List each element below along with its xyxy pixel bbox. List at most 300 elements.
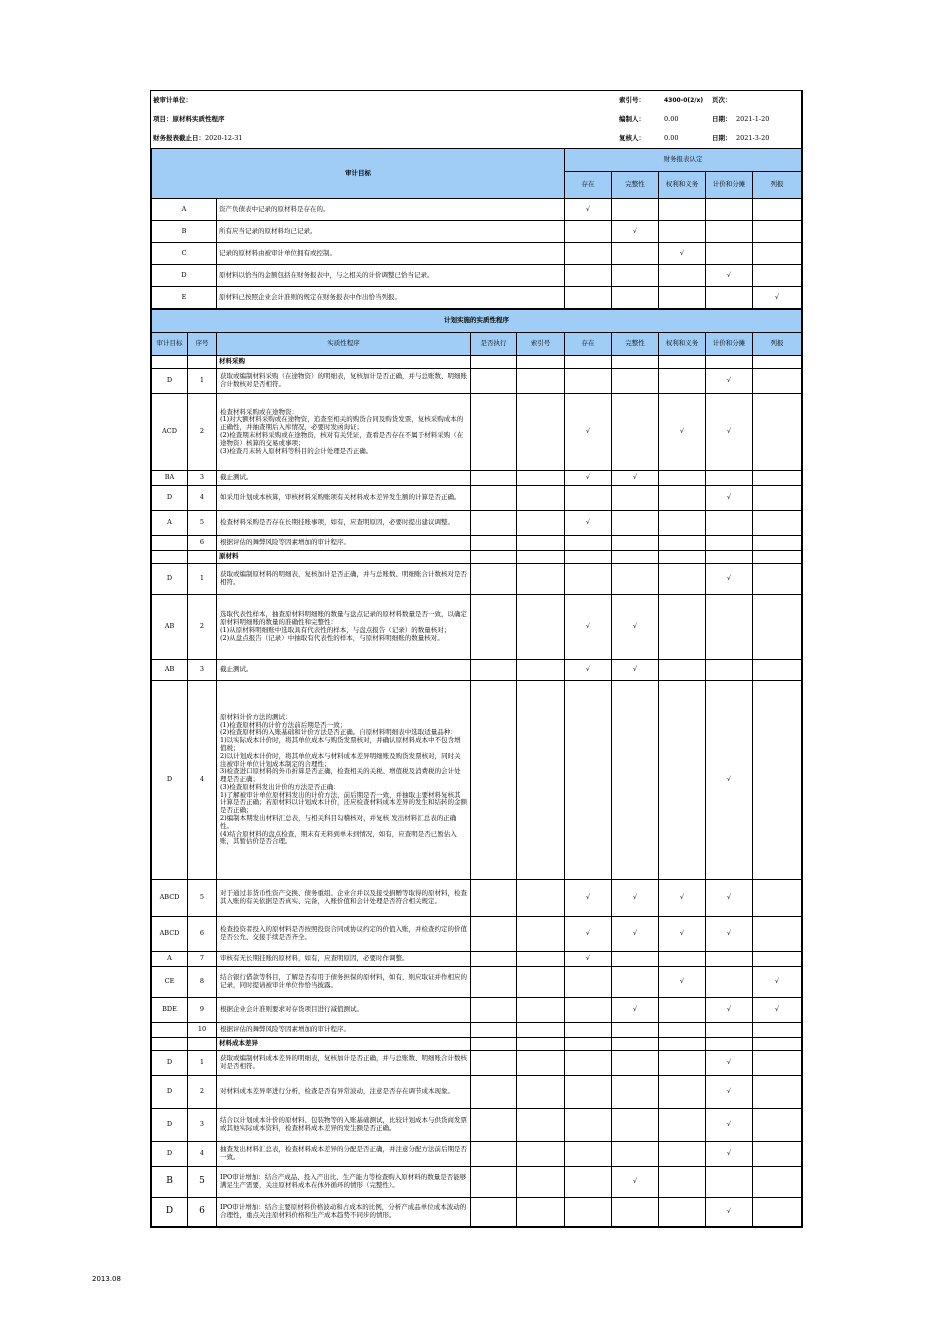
executed-cell[interactable]	[471, 1166, 517, 1197]
assertion-mark: √	[565, 952, 612, 967]
assertion-mark	[659, 1141, 706, 1166]
objective-code: A	[152, 199, 217, 221]
reviewer-label: 复核人：	[619, 133, 645, 142]
assertion-mark	[565, 1075, 612, 1108]
assertion-mark	[612, 1075, 659, 1108]
assertion-mark: √	[659, 880, 706, 917]
procedure-seq: 6	[188, 536, 217, 551]
procedure-row	[152, 564, 802, 595]
assertion-mark: √	[565, 199, 612, 221]
assertion-col-header: 存在	[565, 172, 612, 199]
assertion-mark: √	[612, 471, 659, 486]
executed-cell[interactable]	[471, 966, 517, 997]
procedure-objective: D	[152, 1108, 188, 1141]
procedure-text: 获取或编制原材料的明细表，复核加计是否正确，并与总账数、明细账合计数核对是否相符。	[217, 564, 471, 595]
procedure-text: 结合以计划成本计价的原材料、包装物等的入账基础测试，比较计划成本与供货商发票或其他实际成本资料，检查材料成本差异的发生额是否正确。	[217, 1108, 471, 1141]
assertion-mark	[753, 511, 802, 536]
assertion-mark	[659, 997, 706, 1022]
assertion-mark	[753, 917, 802, 952]
executed-cell[interactable]	[471, 880, 517, 917]
procedure-seq: 1	[188, 369, 217, 394]
executed-cell[interactable]	[471, 1141, 517, 1166]
index-cell[interactable]	[517, 394, 565, 471]
proc-executed-header: 是否执行	[471, 333, 517, 356]
procedure-text: 根据评估的舞弊风险等因素增加的审计程序。	[217, 1022, 471, 1037]
index-cell[interactable]	[517, 511, 565, 536]
assertion-mark	[565, 1141, 612, 1166]
assertion-mark	[706, 199, 753, 221]
assertion-mark	[565, 1197, 612, 1226]
period-end	[151, 129, 617, 148]
assertion-mark	[612, 564, 659, 595]
index-label: 索引号：	[619, 95, 645, 104]
assertion-mark	[753, 564, 802, 595]
assertion-header-row	[152, 149, 802, 172]
assertion-mark: √	[659, 966, 706, 997]
procedure-objective: D	[152, 369, 188, 394]
assertion-mark	[565, 1166, 612, 1197]
procedures-table	[151, 148, 802, 309]
assertion-mark	[753, 660, 802, 681]
assertion-mark: √	[565, 511, 612, 536]
assertion-col-header: 完整性	[612, 172, 659, 199]
executed-cell[interactable]	[471, 1108, 517, 1141]
procedure-objective	[152, 1022, 188, 1037]
procedure-text: 获取或编制材料成本差异的明细表，复核加计是否正确，并与总账数、明细账合计数核对是否相符。	[217, 1050, 471, 1075]
assertion-mark	[753, 1022, 802, 1037]
assertion-mark	[753, 952, 802, 967]
assertion-mark	[753, 265, 802, 287]
plan-title: 计划实施的实质性程序	[152, 310, 802, 333]
procedure-text: 结合银行借款等科目，了解是否有用于债务担保的原材料，如有，则应取证并作相应的记录，同时提请被审计单位作恰当披露。	[217, 966, 471, 997]
objective-row	[152, 287, 802, 309]
assertion-mark	[612, 1108, 659, 1141]
page-label: 页次：	[712, 95, 732, 104]
assertion-group-heading: 财务报表认定	[565, 149, 802, 172]
assertion-mark	[753, 394, 802, 471]
assertion-mark: √	[706, 917, 753, 952]
assertion-mark	[659, 1166, 706, 1197]
procedure-row	[152, 394, 802, 471]
index-cell[interactable]	[517, 564, 565, 595]
procedure-row	[152, 997, 802, 1022]
procedure-text: 根据企业会计准则要求对存货项目进行减值测试。	[217, 997, 471, 1022]
assertion-mark	[565, 966, 612, 997]
procedure-row	[152, 1141, 802, 1166]
assertion-mark: √	[612, 1166, 659, 1197]
procedure-text: 抽查发出材料汇总表，检查材料成本差异的分配是否正确，并注意分配方法前后期是否一致。	[217, 1141, 471, 1166]
procedure-seq: 3	[188, 471, 217, 486]
procedure-objective: D	[152, 486, 188, 511]
assertion-mark: √	[659, 917, 706, 952]
index-cell[interactable]	[517, 681, 565, 880]
procedure-objective: A	[152, 511, 188, 536]
procedure-seq: 8	[188, 966, 217, 997]
section-row	[152, 1037, 802, 1050]
assertion-mark: √	[612, 997, 659, 1022]
objective-text: 原材料以恰当的金额包括在财务报表中，与之相关的计价调整已恰当记录。	[217, 265, 565, 287]
assertion-mark: √	[612, 880, 659, 917]
plan-table	[151, 309, 802, 1227]
assertion-mark	[659, 660, 706, 681]
objective-row	[152, 221, 802, 243]
procedure-row	[152, 1022, 802, 1037]
assertion-mark	[612, 243, 659, 265]
proc-assertion-header: 权利和义务	[659, 333, 706, 356]
assertion-mark	[753, 199, 802, 221]
assertion-mark	[659, 536, 706, 551]
procedure-row	[152, 1197, 802, 1226]
assertion-mark	[753, 536, 802, 551]
procedure-row	[152, 536, 802, 551]
entity-label: 被审计单位：	[153, 95, 192, 104]
procedure-objective: A	[152, 952, 188, 967]
procedure-row	[152, 966, 802, 997]
procedure-seq: 4	[188, 1141, 217, 1166]
objective-text: 记录的原材料由被审计单位拥有或控制。	[217, 243, 565, 265]
index-cell[interactable]	[517, 1108, 565, 1141]
procedure-text: 选取代表性样本，抽查原材料明细账的数量与盘点记录的原材料数量是否一致，以确定原材料明细账的数量的准确性和完整性： (1)从原材料明细账中选取具有代表性的样本，与盘点报告（记录）的数量核对； (2)从盘点报告（记录）中抽取有代表性的样本，与原材料明细账的数量核对。	[217, 595, 471, 660]
executed-cell[interactable]	[471, 536, 517, 551]
assertion-mark: √	[565, 660, 612, 681]
proc-text-header: 实质性程序	[217, 333, 471, 356]
procedure-seq: 4	[188, 486, 217, 511]
objective-code: C	[152, 243, 217, 265]
proc-assertion-header: 存在	[565, 333, 612, 356]
index-cell[interactable]	[517, 486, 565, 511]
assertion-mark	[659, 369, 706, 394]
executed-cell[interactable]	[471, 1075, 517, 1108]
assertion-mark	[612, 199, 659, 221]
index-cell[interactable]	[517, 1166, 565, 1197]
index-cell[interactable]	[517, 880, 565, 917]
index-cell[interactable]	[517, 1141, 565, 1166]
objective-code: D	[152, 265, 217, 287]
procedure-seq: 9	[188, 997, 217, 1022]
period-value: 2020-12-31	[205, 133, 243, 142]
procedure-objective: D	[152, 1050, 188, 1075]
index-cell[interactable]	[517, 536, 565, 551]
assertion-mark	[565, 369, 612, 394]
proc-index-header: 索引号	[517, 333, 565, 356]
assertion-mark	[612, 394, 659, 471]
assertion-mark	[565, 1022, 612, 1037]
assertion-mark	[612, 369, 659, 394]
assertion-mark	[753, 486, 802, 511]
preparer-value: 0.00	[664, 114, 679, 123]
assertion-mark: √	[753, 966, 802, 997]
index-value: 4300-0(2/x)	[664, 96, 704, 104]
assertion-mark	[612, 681, 659, 880]
executed-cell[interactable]	[471, 1022, 517, 1037]
date-value-2: 2021-3-20	[736, 133, 770, 142]
procedure-text: 获取或编制材料采购（在途物资）的明细表，复核加计是否正确，并与总账数、明细账合计数核对是否相符。	[217, 369, 471, 394]
procedure-seq: 5	[188, 1166, 217, 1197]
assertion-mark	[612, 1050, 659, 1075]
objective-code: B	[152, 221, 217, 243]
objective-text: 所有应当记录的原材料均已记录。	[217, 221, 565, 243]
executed-cell[interactable]	[471, 369, 517, 394]
assertion-mark	[565, 486, 612, 511]
assertion-mark	[753, 681, 802, 880]
executed-cell[interactable]	[471, 471, 517, 486]
assertion-mark: √	[706, 1050, 753, 1075]
objective-row	[152, 243, 802, 265]
procedure-seq: 1	[188, 1050, 217, 1075]
procedure-header-row	[152, 333, 802, 356]
procedure-text: 检查材料采购是否存在长期挂账事项，如有，应查明原因，必要时提出建议调整。	[217, 511, 471, 536]
procedure-seq: 6	[188, 1197, 217, 1226]
assertion-mark	[612, 1022, 659, 1037]
procedure-text: 对材料成本差异率进行分析，检查是否有异常波动，注意是否存在调节成本现象。	[217, 1075, 471, 1108]
assertion-col-header: 计价和分摊	[706, 172, 753, 199]
procedure-row	[152, 369, 802, 394]
proc-assertion-header: 完整性	[612, 333, 659, 356]
procedure-objective: D	[152, 1141, 188, 1166]
assertion-mark: √	[706, 1197, 753, 1226]
procedure-seq: 2	[188, 1075, 217, 1108]
assertion-mark	[659, 287, 706, 309]
date-label-1: 日期：	[712, 114, 732, 123]
assertion-mark	[659, 199, 706, 221]
procedure-objective: D	[152, 681, 188, 880]
period-label: 财务报表截止日：	[153, 133, 205, 142]
assertion-mark	[612, 966, 659, 997]
assertion-mark	[565, 243, 612, 265]
assertion-mark: √	[706, 564, 753, 595]
assertion-mark	[659, 1197, 706, 1226]
assertion-mark: √	[706, 486, 753, 511]
objective-code: E	[152, 287, 217, 309]
assertion-mark: √	[753, 287, 802, 309]
plan-title-row	[152, 310, 802, 333]
assertion-mark: √	[612, 595, 659, 660]
index-cell[interactable]	[517, 369, 565, 394]
assertion-mark	[706, 221, 753, 243]
assertion-mark	[706, 243, 753, 265]
proc-assertion-header: 计价和分摊	[706, 333, 753, 356]
assertion-mark: √	[612, 221, 659, 243]
assertion-mark	[753, 221, 802, 243]
procedure-row	[152, 1166, 802, 1197]
assertion-mark: √	[753, 997, 802, 1022]
assertion-mark: √	[565, 917, 612, 952]
procedure-text: 根据评估的舞弊风险等因素增加的审计程序。	[217, 536, 471, 551]
executed-cell[interactable]	[471, 681, 517, 880]
assertion-mark	[565, 1050, 612, 1075]
index-cell[interactable]	[517, 660, 565, 681]
procedure-seq: 2	[188, 394, 217, 471]
assertion-mark: √	[706, 880, 753, 917]
assertion-mark: √	[565, 595, 612, 660]
index-cell[interactable]	[517, 917, 565, 952]
executed-cell[interactable]	[471, 394, 517, 471]
procedure-row	[152, 486, 802, 511]
section-row	[152, 551, 802, 564]
executed-cell[interactable]	[471, 486, 517, 511]
objective-text: 资产负债表中记录的原材料是存在的。	[217, 199, 565, 221]
assertion-mark	[659, 952, 706, 967]
procedure-objective: AB	[152, 660, 188, 681]
assertion-mark	[753, 595, 802, 660]
proc-assertion-header: 列报	[753, 333, 802, 356]
procedure-row	[152, 1108, 802, 1141]
section-title: 材料成本差异	[217, 1037, 471, 1050]
procedure-objective: BDE	[152, 997, 188, 1022]
index-cell[interactable]	[517, 1022, 565, 1037]
assertion-mark: √	[659, 243, 706, 265]
assertion-mark	[659, 1075, 706, 1108]
assertion-mark	[659, 595, 706, 660]
procedure-row	[152, 917, 802, 952]
index-cell[interactable]	[517, 997, 565, 1022]
procedure-objective: BA	[152, 471, 188, 486]
proc-seq-header: 序号	[188, 333, 217, 356]
procedure-text: 截止测试。	[217, 660, 471, 681]
assertion-mark	[706, 1022, 753, 1037]
assertion-mark: √	[706, 1075, 753, 1108]
procedure-seq: 4	[188, 681, 217, 880]
assertion-mark	[659, 471, 706, 486]
assertion-mark	[565, 287, 612, 309]
assertion-mark	[659, 511, 706, 536]
executed-cell[interactable]	[471, 660, 517, 681]
index-cell[interactable]	[517, 471, 565, 486]
procedure-objective: D	[152, 1197, 188, 1226]
executed-cell[interactable]	[471, 1050, 517, 1075]
assertion-mark	[753, 243, 802, 265]
section-title: 原材料	[217, 551, 471, 564]
assertion-mark	[612, 287, 659, 309]
assertion-mark	[706, 1166, 753, 1197]
assertion-mark	[565, 681, 612, 880]
assertion-mark	[659, 1108, 706, 1141]
index-cell[interactable]	[517, 1050, 565, 1075]
procedure-seq: 2	[188, 595, 217, 660]
assertion-mark	[706, 966, 753, 997]
assertion-mark	[753, 1108, 802, 1141]
reviewer-value: 0.00	[664, 133, 679, 142]
procedure-objective: ABCD	[152, 880, 188, 917]
procedure-objective: ABCD	[152, 917, 188, 952]
assertion-mark: √	[706, 394, 753, 471]
assertion-mark	[565, 564, 612, 595]
executed-cell[interactable]	[471, 952, 517, 967]
procedure-row	[152, 952, 802, 967]
assertion-mark: √	[706, 997, 753, 1022]
procedure-seq: 3	[188, 1108, 217, 1141]
assertion-mark	[612, 1197, 659, 1226]
executed-cell[interactable]	[471, 1197, 517, 1226]
procedure-objective: ACD	[152, 394, 188, 471]
procedure-row	[152, 681, 802, 880]
executed-cell[interactable]	[471, 917, 517, 952]
assertion-mark: √	[659, 394, 706, 471]
procedure-text: 检查材料采购或在途物资： (1)对大额材料采购或在途物资，追查至相关的购货合同及购货发票，复核采购成本的正确性，并抽查期后入库情况，必要时发函询证； (2)检查期末材料采购或在途物资，核对有关凭证，查看是否存在不属于材料采购（在途物资）核算的交易或事项； (3)检查月末转入原材料等科目的会计处理是否正确。	[217, 394, 471, 471]
assertion-mark: √	[706, 369, 753, 394]
index-cell[interactable]	[517, 952, 565, 967]
procedure-text: IPO审计增加：结合主要原材料价格波动和占成本的比例，分析产成品单位成本波动的合理性，重点关注原材料价格和生产成本趋势不同步的情形。	[217, 1197, 471, 1226]
section-title: 材料采购	[217, 356, 471, 369]
assertion-mark	[753, 1166, 802, 1197]
procedure-objective: AB	[152, 595, 188, 660]
procedure-text: 如采用计划成本核算，审核材料采购账项有关材料成本差异发生额的计算是否正确。	[217, 486, 471, 511]
procedure-text: 对于通过非货币性资产交换、债务重组、企业合并以及接受捐赠等取得的原材料，检查其入账的有关依据是否真实、完备，入账价值和会计处理是否符合相关规定。	[217, 880, 471, 917]
audit-worksheet	[150, 90, 803, 1228]
assertion-mark	[612, 1141, 659, 1166]
assertion-mark: √	[565, 394, 612, 471]
assertion-mark	[753, 369, 802, 394]
procedure-text: 检查投资者投入的原材料是否按照投资合同或协议约定的价值入账，并检查约定的价值是否公允、交接手续是否齐全。	[217, 917, 471, 952]
procedure-seq: 3	[188, 660, 217, 681]
assertion-mark	[706, 287, 753, 309]
assertion-mark	[612, 486, 659, 511]
index-cell[interactable]	[517, 1075, 565, 1108]
procedure-seq: 5	[188, 880, 217, 917]
date-value-1: 2021-1-20	[736, 114, 770, 123]
assertion-mark	[659, 486, 706, 511]
assertion-col-header: 列报	[753, 172, 802, 199]
procedure-row	[152, 1050, 802, 1075]
procedure-text: IPO审计增加：结合产成品、投入产出比、生产能力等检查购入原材料的数量是否能够满足生产需要，关注原材料成本在体外循环的情形（完整性）。	[217, 1166, 471, 1197]
procedure-objective: D	[152, 564, 188, 595]
executed-cell[interactable]	[471, 564, 517, 595]
assertion-mark	[565, 1108, 612, 1141]
assertion-mark	[565, 536, 612, 551]
assertion-mark	[706, 536, 753, 551]
procedure-seq: 6	[188, 917, 217, 952]
assertion-mark	[659, 221, 706, 243]
executed-cell[interactable]	[471, 595, 517, 660]
procedure-row	[152, 595, 802, 660]
assertion-mark: √	[612, 660, 659, 681]
proc-objective-header: 审计目标	[152, 333, 188, 356]
assertion-mark	[659, 681, 706, 880]
procedure-row	[152, 471, 802, 486]
assertion-mark	[753, 1075, 802, 1108]
index-cell[interactable]	[517, 1197, 565, 1226]
procedure-objective	[152, 536, 188, 551]
procedure-row	[152, 1075, 802, 1108]
assertion-mark	[706, 471, 753, 486]
procedure-objective: CE	[152, 966, 188, 997]
assertion-mark	[706, 952, 753, 967]
assertion-mark	[565, 997, 612, 1022]
assertion-mark	[753, 1197, 802, 1226]
assertion-col-header: 权利和义务	[659, 172, 706, 199]
preparer-label: 编制人：	[619, 114, 645, 123]
assertion-mark	[565, 265, 612, 287]
procedure-objective: D	[152, 1075, 188, 1108]
index-cell[interactable]	[517, 966, 565, 997]
procedure-text: 截止测试。	[217, 471, 471, 486]
header-table	[151, 91, 801, 148]
procedure-seq: 5	[188, 511, 217, 536]
procedure-objective: B	[152, 1166, 188, 1197]
objective-row	[152, 199, 802, 221]
assertion-mark	[565, 221, 612, 243]
index-cell[interactable]	[517, 595, 565, 660]
assertion-mark	[612, 265, 659, 287]
date-label-2: 日期：	[712, 133, 732, 142]
project-label: 项目：原材料实质性程序	[153, 114, 225, 123]
assertion-mark: √	[706, 1141, 753, 1166]
procedure-text: 审核有无长期挂账的原材料，如有，应查明原因，必要时作调整。	[217, 952, 471, 967]
executed-cell[interactable]	[471, 511, 517, 536]
procedure-row	[152, 511, 802, 536]
executed-cell[interactable]	[471, 997, 517, 1022]
assertion-mark	[659, 564, 706, 595]
